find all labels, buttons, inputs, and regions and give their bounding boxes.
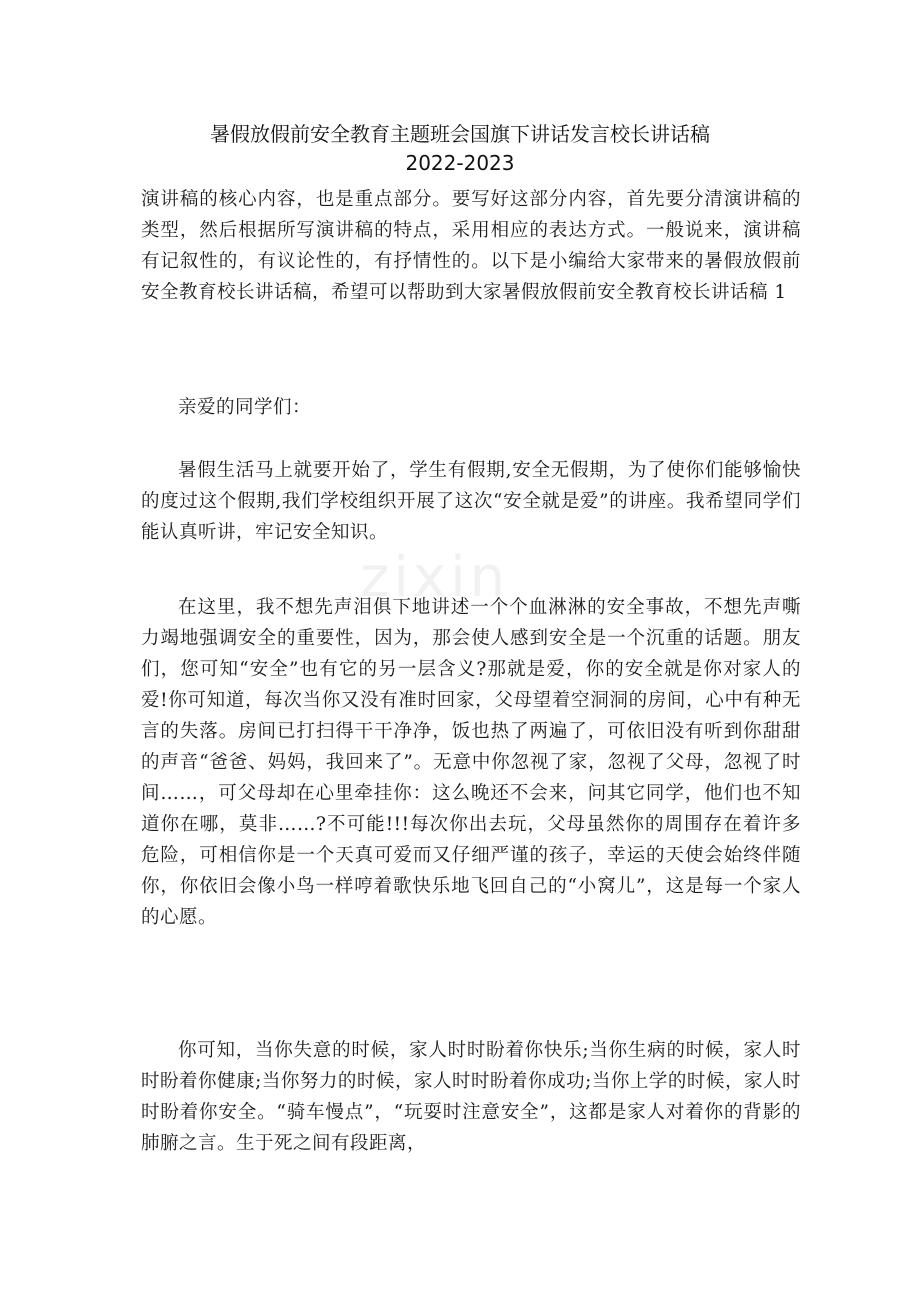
body-paragraph-1 (141, 455, 801, 548)
greeting-text: 亲爱的同学们： (178, 397, 312, 418)
paragraph-text: 暑假生活马上就要开始了，学生有假期,安全无假期，为了使你们能够愉快的度过这个假期,我们学校组织开展了这次“安全就是爱”的讲座。我希望同学们能认真听讲，牢记安全知识。 (141, 460, 801, 543)
watermark-logo: zixin (360, 545, 510, 610)
document-title: 暑假放假前安全教育主题班会国旗下讲话发言校长讲话稿 (210, 122, 710, 146)
paragraph-text: 在这里，我不想先声泪俱下地讲述一个个血淋淋的安全事故，不想先声嘶力竭地强调安全的重要性，因为，那会使人感到安全是一个沉重的话题。朋友们，您可知“安全”也有它的另一层含义?那就是爱，你的安全就是你对家人的爱!你可知道，每次当你又没有准时回家，父母望着空洞洞的房间，心中有种无言的失落。房间已打扫得干干净净，饭也热了两遍了，可依旧没有听到你甜甜的声音“爸爸、妈妈，我回来了”。无意中你忽视了家，忽视了父母，忽视了时间……，可父母却在心里牵挂你：这么晚还不会来，问其它同学，他们也不知道你在哪，莫非……?不可能!!!每次你出去玩，父母虽然你的周围存在着许多危险，可相信你是一个天真可爱而又仔细严谨的孩子，幸运的天使会始终伴随你，你依旧会像小鸟一样哼着歌快乐地飞回自己的“小窝儿”，这是每一个家人的心愿。 (141, 597, 801, 928)
intro-paragraph (141, 184, 801, 308)
paragraph-text: 你可知，当你失意的时候，家人时时盼着你快乐;当你生病的时候，家人时时盼着你健康;当你努力的时候，家人时时盼着你成功;当你上学的时候，家人时时盼着你安全。“骑车慢点”，“玩耍时注意安全”，这都是家人对着你的背影的肺腑之言。生于死之间有段距离， (141, 1040, 801, 1154)
body-paragraph-2 (141, 592, 801, 933)
body-paragraph-3 (141, 1035, 801, 1159)
intro-text: 演讲稿的核心内容，也是重点部分。要写好这部分内容，首先要分清演讲稿的类型，然后根据所写演讲稿的特点，采用相应的表达方式。一般说来，演讲稿有记叙性的，有议论性的，有抒情性的。以下是小编给大家带来的暑假放假前安全教育校长讲话稿，希望可以帮助到大家暑假放假前安全教育校长讲话稿 1 (141, 189, 801, 303)
greeting (141, 392, 801, 423)
document-subtitle-years: 2022-2023 (405, 151, 515, 175)
